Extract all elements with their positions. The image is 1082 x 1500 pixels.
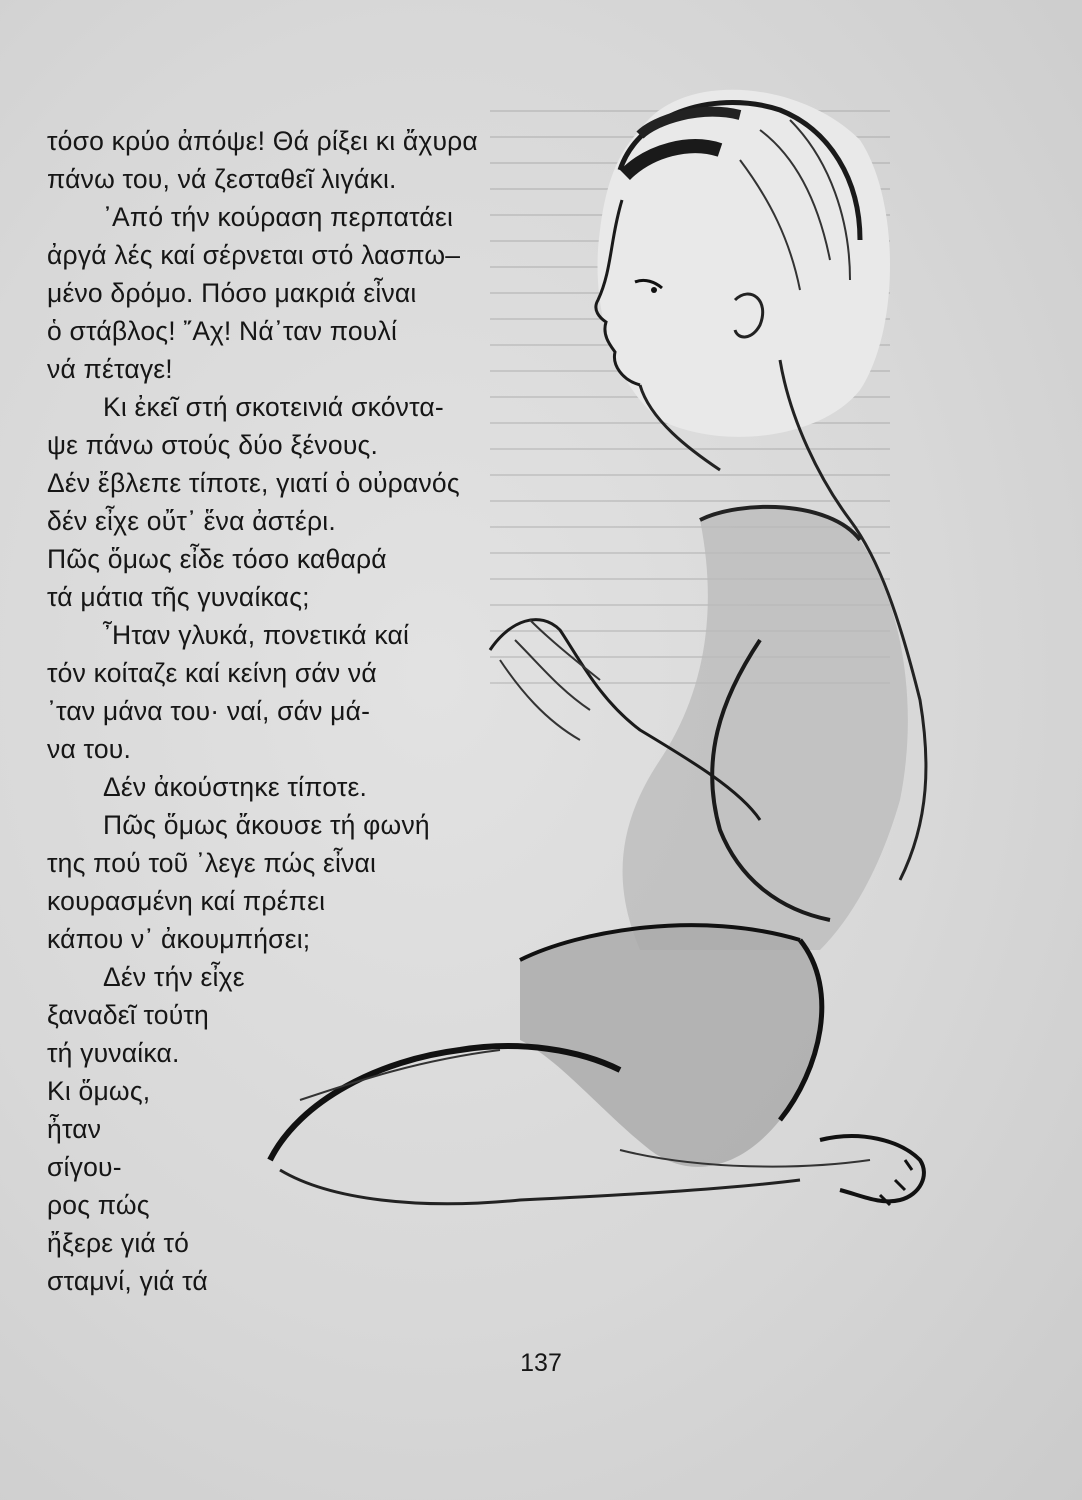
text-line-10: Δέν ἔβλεπε τίποτε, γιατί ὁ οὐρανός — [47, 468, 460, 498]
text-line-22: κάπου ν᾿ ἀκουμπήσει; — [47, 924, 311, 954]
text-line-8: Κι ἐκεῖ στή σκοτεινιά σκόντα- — [103, 392, 444, 422]
text-line-16: ᾿ταν μάνα του· ναί, σάν μά- — [47, 696, 371, 726]
text-line-13: τά μάτια τῆς γυναίκας; — [47, 582, 310, 612]
text-line-26: Κι ὅμως, — [47, 1076, 151, 1106]
text-line-27: ἦταν — [47, 1114, 102, 1144]
text-line-14: ῏Ηταν γλυκά, πονετικά καί — [103, 620, 410, 650]
text-line-15: τόν κοίταζε καί κείνη σάν νά — [47, 658, 377, 688]
text-line-24: ξαναδεῖ τούτη — [47, 1000, 209, 1030]
text-line-12: Πῶς ὅμως εἶδε τόσο καθαρά — [47, 544, 387, 574]
text-line-11: δέν εἶχε οὔτ᾿ ἕνα ἀστέρι. — [47, 506, 336, 536]
text-line-29: ρος πώς — [47, 1190, 150, 1220]
text-line-18: Δέν ἀκούστηκε τίποτε. — [103, 772, 368, 802]
text-line-4: ἀργά λές καί σέρνεται στό λασπω– — [47, 240, 461, 270]
text-line-9: ψε πάνω στούς δύο ξένους. — [47, 430, 379, 460]
text-line-23: Δέν τήν εἶχε — [103, 962, 245, 992]
text-line-3: ᾿Από τήν κούραση περπατάει — [103, 202, 454, 232]
text-line-20: της πού τοῦ ᾿λεγε πώς εἶναι — [47, 848, 377, 878]
text-line-5: μένο δρόμο. Πόσο μακριά εἶναι — [47, 278, 417, 308]
text-line-17: να του. — [47, 734, 132, 764]
text-line-6: ὁ στάβλος! ῎Αχ! Νά᾿ταν πουλί — [47, 316, 398, 346]
page-number: 137 — [520, 1349, 562, 1377]
text-line-19: Πῶς ὅμως ἄκουσε τή φωνή — [103, 810, 430, 840]
body-text — [47, 122, 547, 1300]
text-line-7: νά πέταγε! — [47, 354, 173, 384]
text-line-28: σίγου- — [47, 1152, 122, 1182]
text-line-30: ἤξερε γιά τό — [47, 1228, 190, 1258]
text-line-2: πάνω του, νά ζεσταθεῖ λιγάκι. — [47, 164, 397, 194]
text-line-1: τόσο κρύο ἀπόψε! Θά ρίξει κι ἄχυρα — [47, 126, 478, 156]
text-line-25: τή γυναίκα. — [47, 1038, 180, 1068]
text-line-21: κουρασμένη καί πρέπει — [47, 886, 326, 916]
text-line-31: σταμνί, γιά τά — [47, 1266, 208, 1296]
